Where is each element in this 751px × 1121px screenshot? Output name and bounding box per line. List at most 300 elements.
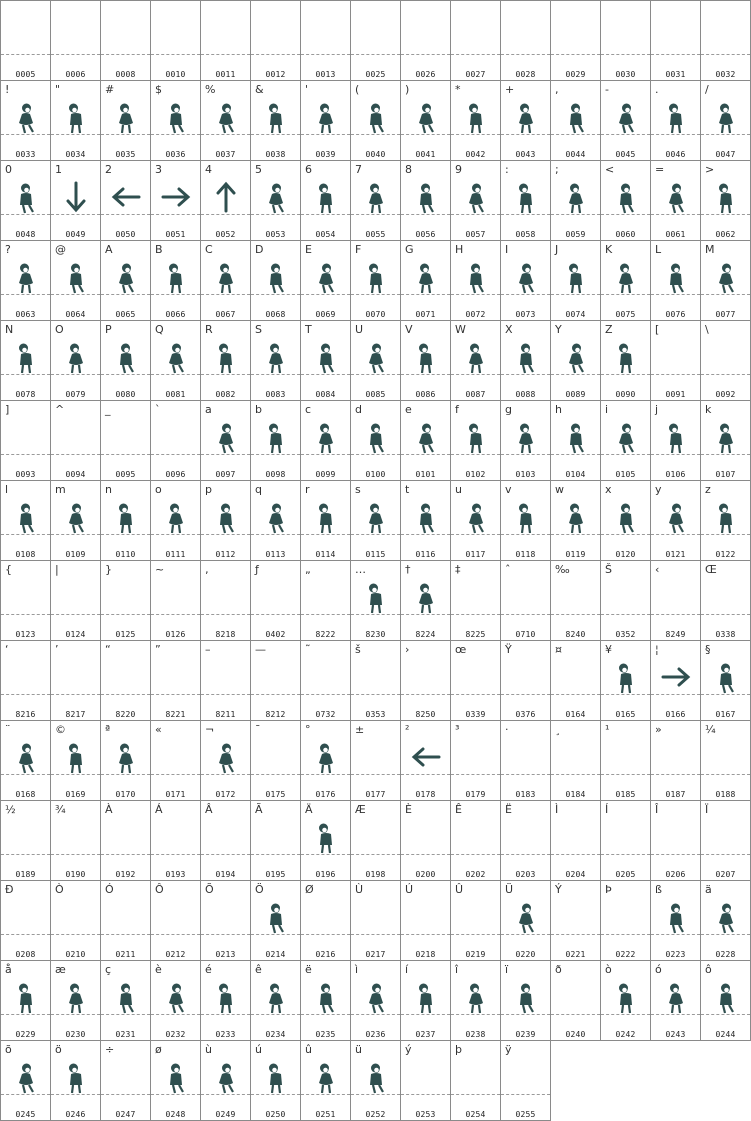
glyph-cell xyxy=(100,800,151,881)
glyph-code-label: 0103 xyxy=(515,470,536,479)
glyph-cell xyxy=(650,0,701,81)
glyph-character: ú xyxy=(255,1043,262,1056)
glyph-cell xyxy=(50,320,101,401)
figure-icon xyxy=(311,499,341,535)
figure-icon xyxy=(311,339,341,375)
glyph-code-label: 0110 xyxy=(115,550,136,559)
baseline-divider xyxy=(101,1014,150,1015)
glyph-character: O xyxy=(55,323,64,336)
baseline-divider xyxy=(451,1094,500,1095)
glyph-character: i xyxy=(605,403,609,416)
baseline-divider xyxy=(1,54,50,55)
figure-icon xyxy=(661,99,691,135)
baseline-divider xyxy=(451,214,500,215)
glyph-code-label: 0208 xyxy=(15,950,36,959)
glyph-cell xyxy=(250,800,301,881)
baseline-divider xyxy=(301,374,350,375)
glyph-cell xyxy=(300,80,351,161)
glyph-character: Ï xyxy=(705,803,709,816)
baseline-divider xyxy=(201,54,250,55)
glyph-cell xyxy=(450,0,501,81)
glyph-character: o xyxy=(155,483,162,496)
baseline-divider xyxy=(101,134,150,135)
glyph-character: * xyxy=(455,83,461,96)
baseline-divider xyxy=(651,134,700,135)
glyph-character: æ xyxy=(55,963,66,976)
baseline-divider xyxy=(251,134,300,135)
glyph-character: ö xyxy=(55,1043,62,1056)
baseline-divider xyxy=(101,694,150,695)
baseline-divider xyxy=(701,54,750,55)
glyph-code-label: 0032 xyxy=(715,70,736,79)
baseline-divider xyxy=(301,614,350,615)
figure-icon xyxy=(661,979,691,1015)
glyph-character: B xyxy=(155,243,163,256)
glyph-character: Ý xyxy=(555,883,562,896)
glyph-code-label: 0102 xyxy=(465,470,486,479)
glyph-cell xyxy=(600,560,651,641)
figure-icon xyxy=(211,979,241,1015)
glyph-code-label: 0248 xyxy=(165,1110,186,1119)
glyph-character: / xyxy=(705,83,709,96)
glyph-cell xyxy=(350,80,401,161)
baseline-divider xyxy=(501,534,550,535)
glyph-character: Î xyxy=(655,803,659,816)
figure-icon xyxy=(661,179,691,215)
figure-icon xyxy=(211,419,241,455)
glyph-character: 0 xyxy=(5,163,12,176)
glyph-code-label: 0041 xyxy=(415,150,436,159)
glyph-code-label: 0242 xyxy=(615,1030,636,1039)
glyph-cell xyxy=(150,320,201,401)
glyph-cell xyxy=(200,320,251,401)
baseline-divider xyxy=(401,854,450,855)
glyph-cell xyxy=(600,800,651,881)
glyph-character: m xyxy=(55,483,66,496)
glyph-cell xyxy=(200,480,251,561)
glyph-cell xyxy=(50,1040,101,1121)
glyph-code-label: 0353 xyxy=(365,710,386,719)
baseline-divider xyxy=(551,454,600,455)
glyph-cell xyxy=(500,0,551,81)
baseline-divider xyxy=(701,214,750,215)
glyph-character: P xyxy=(105,323,112,336)
glyph-code-label: 8211 xyxy=(215,710,236,719)
figure-icon xyxy=(161,979,191,1015)
baseline-divider xyxy=(301,1094,350,1095)
glyph-code-label: 0185 xyxy=(615,790,636,799)
glyph-cell xyxy=(150,480,201,561)
glyph-code-label: 0175 xyxy=(265,790,286,799)
glyph-character: Ù xyxy=(355,883,364,896)
glyph-code-label: 0064 xyxy=(65,310,86,319)
glyph-code-label: 8222 xyxy=(315,630,336,639)
baseline-divider xyxy=(651,854,700,855)
figure-icon xyxy=(711,419,741,455)
glyph-cell xyxy=(450,480,501,561)
arrow-left-icon xyxy=(111,179,141,215)
glyph-cell xyxy=(300,880,351,961)
baseline-divider xyxy=(651,54,700,55)
glyph-cell xyxy=(650,720,701,801)
glyph-character: ( xyxy=(355,83,360,96)
glyph-cell xyxy=(250,80,301,161)
baseline-divider xyxy=(501,614,550,615)
glyph-character: Þ xyxy=(605,883,612,896)
glyph-character: [ xyxy=(655,323,660,336)
glyph-character: + xyxy=(505,83,515,96)
glyph-code-label: 0254 xyxy=(465,1110,486,1119)
glyph-cell xyxy=(350,1040,401,1121)
glyph-cell xyxy=(50,400,101,481)
baseline-divider xyxy=(551,214,600,215)
figure-icon xyxy=(261,499,291,535)
glyph-code-label: 0013 xyxy=(315,70,336,79)
glyph-code-label: 0188 xyxy=(715,790,736,799)
baseline-divider xyxy=(351,134,400,135)
figure-icon xyxy=(361,259,391,295)
glyph-cell xyxy=(0,320,51,401)
glyph-character: E xyxy=(305,243,312,256)
figure-icon xyxy=(561,339,591,375)
glyph-character: \ xyxy=(705,323,709,336)
glyph-code-label: 0112 xyxy=(215,550,236,559)
glyph-character: ‡ xyxy=(455,563,461,576)
figure-icon xyxy=(361,99,391,135)
figure-icon xyxy=(161,99,191,135)
glyph-character: : xyxy=(505,163,509,176)
figure-icon xyxy=(511,259,541,295)
glyph-cell xyxy=(550,560,601,641)
glyph-code-label: 0230 xyxy=(65,1030,86,1039)
glyph-cell xyxy=(500,640,551,721)
glyph-character: 6 xyxy=(305,163,312,176)
glyph-character: À xyxy=(105,803,113,816)
figure-icon xyxy=(211,739,241,775)
baseline-divider xyxy=(651,374,700,375)
figure-icon xyxy=(511,899,541,935)
glyph-cell xyxy=(650,80,701,161)
glyph-cell xyxy=(500,80,551,161)
baseline-divider xyxy=(401,1014,450,1015)
glyph-cell xyxy=(500,320,551,401)
baseline-divider xyxy=(51,934,100,935)
glyph-character: Í xyxy=(605,803,609,816)
glyph-cell xyxy=(500,240,551,321)
baseline-divider xyxy=(601,694,650,695)
glyph-code-label: 0710 xyxy=(515,630,536,639)
figure-icon xyxy=(711,979,741,1015)
glyph-cell xyxy=(300,640,351,721)
glyph-code-label: 0243 xyxy=(665,1030,686,1039)
glyph-code-label: 0092 xyxy=(715,390,736,399)
figure-icon xyxy=(611,339,641,375)
baseline-divider xyxy=(551,534,600,535)
baseline-divider xyxy=(451,1014,500,1015)
glyph-code-label: 0165 xyxy=(615,710,636,719)
baseline-divider xyxy=(301,694,350,695)
glyph-character: " xyxy=(55,83,61,96)
glyph-code-label: 0039 xyxy=(315,150,336,159)
glyph-character: a xyxy=(205,403,212,416)
glyph-cell xyxy=(50,640,101,721)
figure-icon xyxy=(611,259,641,295)
glyph-code-label: 0200 xyxy=(415,870,436,879)
glyph-character: § xyxy=(705,643,711,656)
baseline-divider xyxy=(201,614,250,615)
glyph-cell xyxy=(700,320,751,401)
glyph-cell xyxy=(250,960,301,1041)
glyph-cell xyxy=(400,800,451,881)
glyph-character: L xyxy=(655,243,662,256)
baseline-divider xyxy=(101,534,150,535)
figure-icon xyxy=(111,259,141,295)
baseline-divider xyxy=(51,134,100,135)
glyph-code-label: 0207 xyxy=(715,870,736,879)
glyph-character: k xyxy=(705,403,712,416)
baseline-divider xyxy=(301,534,350,535)
glyph-cell xyxy=(300,240,351,321)
baseline-divider xyxy=(551,134,600,135)
figure-icon xyxy=(261,899,291,935)
baseline-divider xyxy=(501,774,550,775)
baseline-divider xyxy=(601,134,650,135)
glyph-character: { xyxy=(5,563,12,576)
glyph-character: Á xyxy=(155,803,163,816)
baseline-divider xyxy=(501,294,550,295)
glyph-code-label: 0082 xyxy=(215,390,236,399)
figure-icon xyxy=(11,259,41,295)
glyph-cell xyxy=(0,240,51,321)
glyph-cell xyxy=(200,400,251,481)
baseline-divider xyxy=(601,374,650,375)
glyph-cell xyxy=(0,960,51,1041)
glyph-code-label: 0170 xyxy=(115,790,136,799)
glyph-code-label: 0011 xyxy=(215,70,236,79)
glyph-cell xyxy=(600,240,651,321)
baseline-divider xyxy=(251,1014,300,1015)
baseline-divider xyxy=(201,454,250,455)
figure-icon xyxy=(711,259,741,295)
glyph-code-label: 0072 xyxy=(465,310,486,319)
glyph-cell xyxy=(150,80,201,161)
glyph-code-label: 0036 xyxy=(165,150,186,159)
glyph-cell xyxy=(0,800,51,881)
glyph-code-label: 0187 xyxy=(665,790,686,799)
glyph-character: ‘ xyxy=(5,643,9,656)
glyph-cell xyxy=(150,1040,201,1121)
figure-icon xyxy=(611,179,641,215)
glyph-character: r xyxy=(305,483,310,496)
glyph-code-label: 0732 xyxy=(315,710,336,719)
glyph-cell xyxy=(450,160,501,241)
glyph-cell xyxy=(550,720,601,801)
glyph-cell xyxy=(450,400,501,481)
glyph-character: 3 xyxy=(155,163,162,176)
glyph-code-label: 0210 xyxy=(65,950,86,959)
figure-icon xyxy=(261,1059,291,1095)
baseline-divider xyxy=(601,294,650,295)
baseline-divider xyxy=(1,1014,50,1015)
glyph-character: | xyxy=(55,563,59,576)
glyph-cell xyxy=(100,640,151,721)
glyph-cell xyxy=(700,400,751,481)
glyph-cell xyxy=(250,880,301,961)
glyph-code-label: 0030 xyxy=(615,70,636,79)
glyph-character: } xyxy=(105,563,112,576)
baseline-divider xyxy=(301,294,350,295)
glyph-cell xyxy=(100,960,151,1041)
glyph-cell xyxy=(450,720,501,801)
figure-icon xyxy=(411,499,441,535)
glyph-code-label: 0106 xyxy=(665,470,686,479)
baseline-divider xyxy=(151,294,200,295)
baseline-divider xyxy=(401,1094,450,1095)
baseline-divider xyxy=(51,854,100,855)
baseline-divider xyxy=(1,214,50,215)
glyph-code-label: 0074 xyxy=(565,310,586,319)
glyph-cell xyxy=(350,800,401,881)
figure-icon xyxy=(511,419,541,455)
glyph-code-label: 0028 xyxy=(515,70,536,79)
glyph-code-label: 0070 xyxy=(365,310,386,319)
baseline-divider xyxy=(151,694,200,695)
glyph-code-label: 0339 xyxy=(465,710,486,719)
glyph-cell xyxy=(550,640,601,721)
glyph-character: Ä xyxy=(305,803,313,816)
figure-icon xyxy=(161,499,191,535)
baseline-divider xyxy=(51,1094,100,1095)
glyph-cell xyxy=(400,320,451,401)
glyph-character: ä xyxy=(705,883,712,896)
baseline-divider xyxy=(1,774,50,775)
baseline-divider xyxy=(401,294,450,295)
glyph-cell xyxy=(650,240,701,321)
baseline-divider xyxy=(251,534,300,535)
glyph-character: Œ xyxy=(705,563,717,576)
figure-icon xyxy=(461,339,491,375)
baseline-divider xyxy=(651,694,700,695)
glyph-character: - xyxy=(605,83,609,96)
glyph-cell xyxy=(50,160,101,241)
glyph-character: e xyxy=(405,403,412,416)
glyph-character: ½ xyxy=(5,803,16,816)
baseline-divider xyxy=(401,934,450,935)
glyph-code-label: 0234 xyxy=(265,1030,286,1039)
glyph-cell xyxy=(650,480,701,561)
glyph-character: < xyxy=(605,163,615,176)
baseline-divider xyxy=(501,454,550,455)
glyph-character: > xyxy=(705,163,715,176)
glyph-code-label: 0080 xyxy=(115,390,136,399)
glyph-character: š xyxy=(355,643,361,656)
baseline-divider xyxy=(151,774,200,775)
glyph-character: ¥ xyxy=(605,643,612,656)
glyph-code-label: 0214 xyxy=(265,950,286,959)
glyph-cell xyxy=(50,240,101,321)
glyph-code-label: 0059 xyxy=(565,230,586,239)
glyph-code-label: 0099 xyxy=(315,470,336,479)
figure-icon xyxy=(411,419,441,455)
baseline-divider xyxy=(551,294,600,295)
glyph-cell xyxy=(150,720,201,801)
glyph-cell xyxy=(400,960,451,1041)
glyph-character: ' xyxy=(305,83,309,96)
figure-icon xyxy=(511,99,541,135)
glyph-character: J xyxy=(555,243,559,256)
glyph-character: ‹ xyxy=(655,563,660,576)
baseline-divider xyxy=(651,294,700,295)
baseline-divider xyxy=(251,774,300,775)
glyph-cell xyxy=(700,800,751,881)
baseline-divider xyxy=(701,1014,750,1015)
glyph-code-label: 0045 xyxy=(615,150,636,159)
baseline-divider xyxy=(251,454,300,455)
figure-icon xyxy=(411,99,441,135)
baseline-divider xyxy=(301,934,350,935)
figure-icon xyxy=(611,979,641,1015)
baseline-divider xyxy=(101,374,150,375)
glyph-cell xyxy=(550,880,601,961)
baseline-divider xyxy=(1,1094,50,1095)
glyph-code-label: 0088 xyxy=(515,390,536,399)
glyph-code-label: 0081 xyxy=(165,390,186,399)
glyph-code-label: 0196 xyxy=(315,870,336,879)
glyph-code-label: 0251 xyxy=(315,1110,336,1119)
figure-icon xyxy=(61,99,91,135)
figure-icon xyxy=(561,419,591,455)
glyph-code-label: 0222 xyxy=(615,950,636,959)
glyph-cell xyxy=(300,0,351,81)
baseline-divider xyxy=(101,1094,150,1095)
glyph-character: T xyxy=(305,323,312,336)
baseline-divider xyxy=(701,374,750,375)
figure-icon xyxy=(511,499,541,535)
glyph-cell xyxy=(350,400,401,481)
glyph-character: Z xyxy=(605,323,613,336)
glyph-code-label: 0221 xyxy=(565,950,586,959)
glyph-character: ¬ xyxy=(205,723,215,736)
glyph-cell xyxy=(100,160,151,241)
baseline-divider xyxy=(1,934,50,935)
glyph-character: g xyxy=(505,403,512,416)
glyph-character: î xyxy=(455,963,459,976)
glyph-cell xyxy=(600,80,651,161)
glyph-character: ) xyxy=(405,83,410,96)
baseline-divider xyxy=(301,1014,350,1015)
baseline-divider xyxy=(51,374,100,375)
glyph-cell xyxy=(150,0,201,81)
glyph-code-label: 0058 xyxy=(515,230,536,239)
glyph-code-label: 0085 xyxy=(365,390,386,399)
glyph-cell xyxy=(0,480,51,561)
baseline-divider xyxy=(151,1094,200,1095)
baseline-divider xyxy=(601,854,650,855)
glyph-cell xyxy=(550,800,601,881)
glyph-character: ; xyxy=(555,163,559,176)
glyph-cell xyxy=(550,80,601,161)
baseline-divider xyxy=(651,454,700,455)
glyph-code-label: 0219 xyxy=(465,950,486,959)
baseline-divider xyxy=(51,454,100,455)
baseline-divider xyxy=(1,294,50,295)
glyph-character: , xyxy=(555,83,559,96)
glyph-character: Ò xyxy=(55,883,64,896)
baseline-divider xyxy=(251,54,300,55)
glyph-character: I xyxy=(505,243,509,256)
figure-icon xyxy=(261,419,291,455)
glyph-cell xyxy=(350,960,401,1041)
